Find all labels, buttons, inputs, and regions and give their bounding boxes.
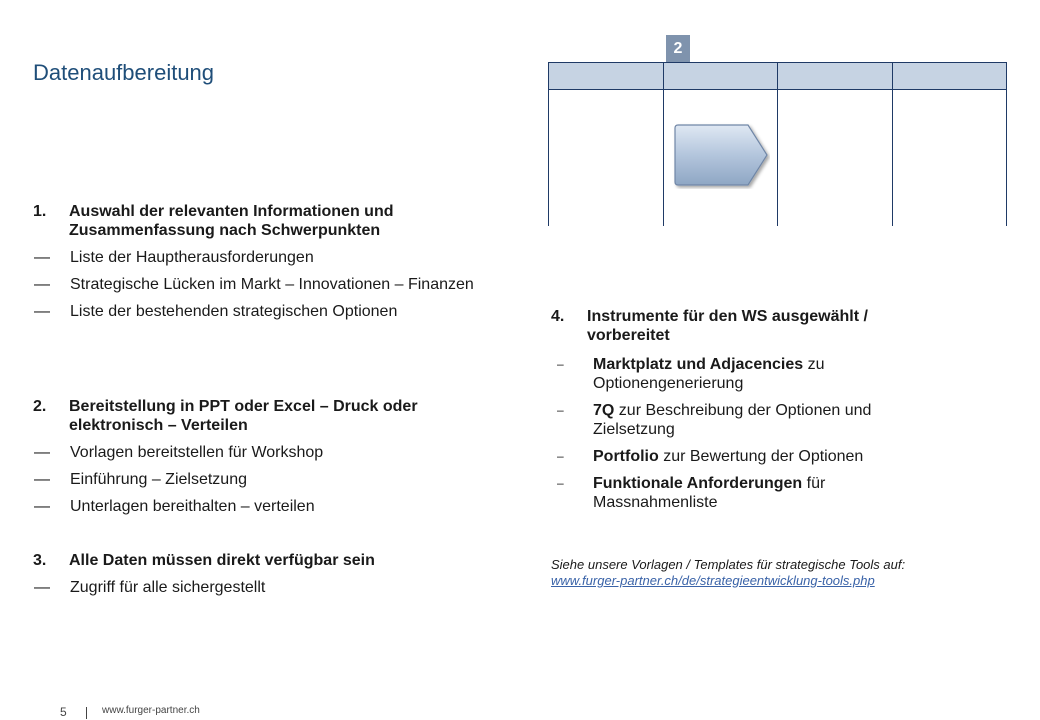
list-item: — Zugriff für alle sichergestellt: [34, 579, 266, 596]
note-text: Siehe unsere Vorlagen / Templates für strategische Tools auf:: [551, 557, 906, 572]
footer-url: www.furger-partner.ch: [102, 705, 200, 716]
dash-icon: —: [34, 249, 50, 266]
list-item: — Einführung – Zielsetzung: [34, 471, 247, 488]
list-item: – Portfolio zur Bewertung der Optionen: [551, 447, 951, 466]
item-heading: Bereitstellung in PPT oder Excel – Druck oder elektronisch – Verteilen: [69, 398, 418, 434]
right-item-4: [551, 307, 951, 512]
left-item-1: [33, 202, 493, 321]
grid-line: [548, 62, 549, 226]
grid-line: [892, 62, 893, 226]
step-badge: 2: [666, 35, 690, 62]
footer-divider: [86, 707, 87, 719]
dash-icon: —: [34, 276, 50, 293]
dash-icon: –: [557, 357, 564, 371]
grid-line: [777, 62, 778, 226]
item-heading: Alle Daten müssen direkt verfügbar sein: [69, 552, 375, 569]
grid-line: [1006, 62, 1007, 226]
dash-icon: —: [34, 498, 50, 515]
list-item: — Vorlagen bereitstellen für Workshop: [34, 444, 324, 461]
item-number: 1.: [33, 203, 47, 220]
dash-icon: —: [34, 471, 50, 488]
chevron-arrow-icon: [672, 122, 770, 189]
page-title: Datenaufbereitung: [33, 60, 215, 85]
item-number: 2.: [33, 398, 47, 415]
list-item: — Unterlagen bereithalten – verteilen: [34, 498, 315, 515]
list-item: – Marktplatz und Adjacencies zu Optionengenerierung: [551, 355, 951, 393]
left-item-3: [33, 551, 493, 597]
left-item-2: [33, 397, 493, 516]
item-heading: Auswahl der relevanten Informationen und Zusammenfassung nach Schwerpunkten: [69, 203, 394, 239]
templates-link[interactable]: www.furger-partner.ch/de/strategieentwicklung-tools.php: [551, 573, 875, 588]
list-item: — Liste der bestehenden strategischen Optionen: [34, 303, 398, 320]
list-item: – 7Q zur Beschreibung der Optionen und Zielsetzung: [551, 401, 951, 439]
dash-icon: —: [34, 303, 50, 320]
page-number: 5: [60, 705, 67, 719]
dash-icon: –: [557, 403, 564, 417]
list-item: – Funktionale Anforderungen für Massnahmenliste: [551, 474, 951, 512]
process-grid: [548, 62, 1007, 226]
dash-icon: –: [557, 476, 564, 490]
dash-icon: —: [34, 444, 50, 461]
list-item: — Strategische Lücken im Markt – Innovationen – Finanzen: [34, 276, 474, 293]
grid-line: [663, 62, 664, 226]
dash-icon: –: [557, 449, 564, 463]
item-heading: Instrumente für den WS ausgewählt / vorbereitet: [587, 308, 868, 344]
list-item: — Liste der Hauptherausforderungen: [34, 249, 314, 266]
item-number: 4.: [551, 308, 565, 325]
dash-icon: —: [34, 579, 50, 596]
item-number: 3.: [33, 552, 47, 569]
templates-note: [551, 557, 905, 589]
